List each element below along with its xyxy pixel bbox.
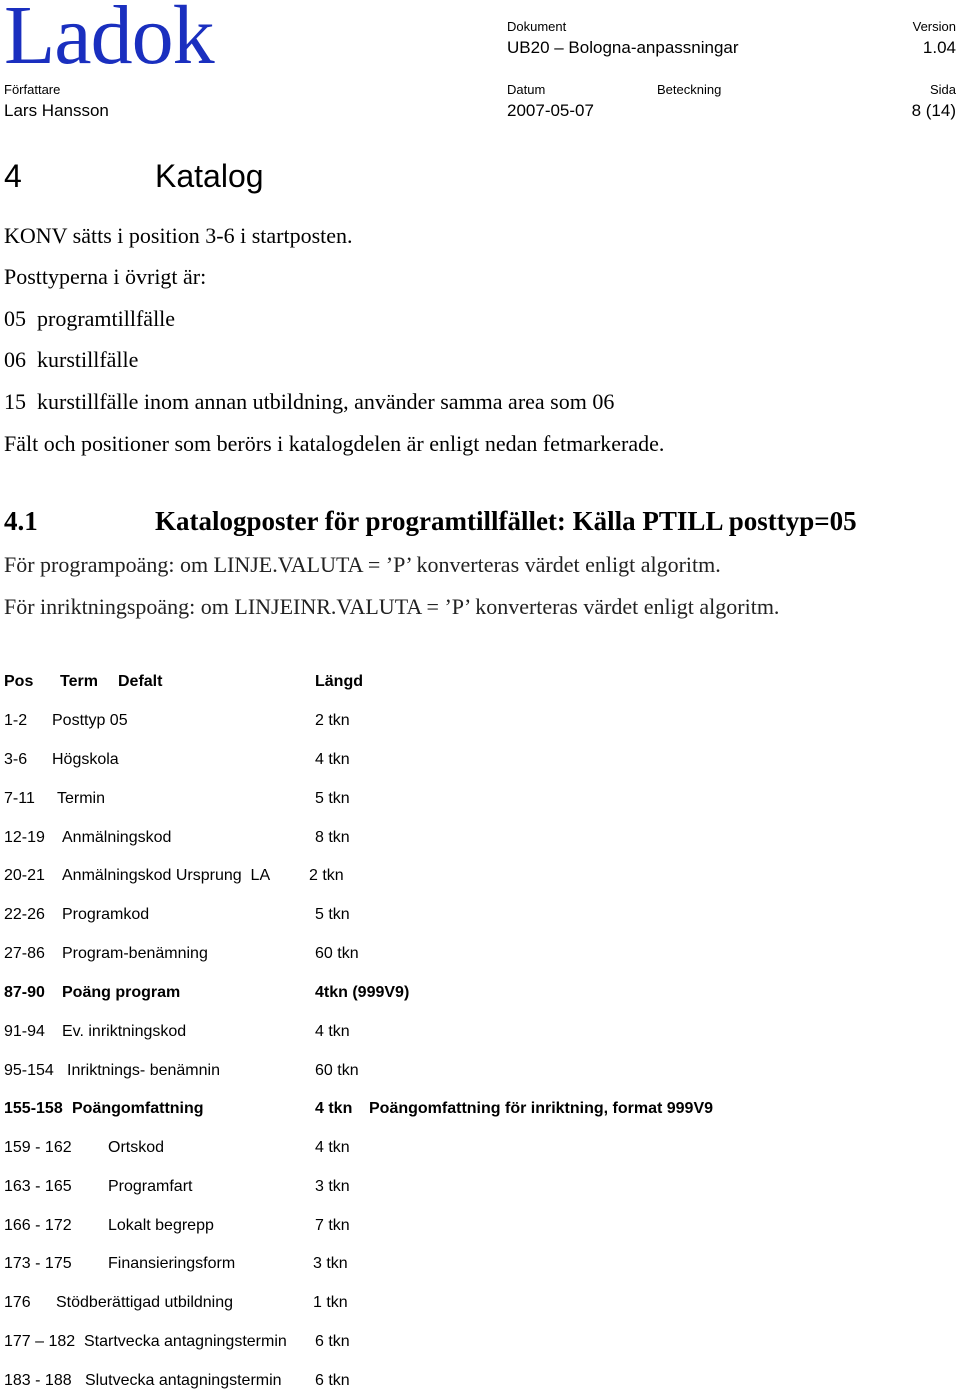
dokument-value: UB20 – Bologna-anpassningar bbox=[507, 38, 739, 57]
table-row-term: Lokalt begrepp bbox=[108, 1217, 214, 1234]
table-row-pos: 176 bbox=[4, 1294, 31, 1311]
table-row-langd: 2 tkn bbox=[309, 867, 344, 884]
table-row-langd: 8 tkn bbox=[315, 829, 350, 846]
table-row-pos: 177 – 182 bbox=[4, 1333, 76, 1350]
table-row-pos: 20-21 bbox=[4, 867, 45, 884]
table-row-langd: 4 tkn bbox=[315, 1023, 350, 1040]
table-row-term: Posttyp 05 bbox=[52, 712, 128, 729]
table-row-term: Programfart bbox=[108, 1178, 193, 1195]
section-paragraph: 06 kurstillfälle bbox=[4, 347, 139, 372]
table-row-pos: 163 - 165 bbox=[4, 1178, 72, 1195]
sida-value: 8 (14) bbox=[911, 101, 956, 120]
table-row-langd: 4 tkn bbox=[315, 1139, 350, 1156]
table-row-pos: 12-19 bbox=[4, 829, 45, 846]
section-paragraph: 15 kurstillfälle inom annan utbildning, använder samma area som 06 bbox=[4, 389, 615, 414]
table-row-term: Program-benämning bbox=[62, 945, 208, 962]
table-row-langd: 4 tkn bbox=[315, 751, 350, 768]
table-header-term: Term bbox=[60, 673, 98, 690]
table-row-pos: 95-154 bbox=[4, 1062, 54, 1079]
table-row-langd: 7 tkn bbox=[315, 1217, 350, 1234]
ladok-logo: Ladok bbox=[4, 0, 214, 82]
table-row-note: Poängomfattning för inriktning, format 999V9 bbox=[369, 1100, 714, 1117]
section-number: 4 bbox=[4, 158, 22, 194]
table-row-term: Poängomfattning bbox=[72, 1100, 204, 1117]
table-row-langd: 3 tkn bbox=[315, 1178, 350, 1195]
table-row-pos: 155-158 bbox=[4, 1100, 63, 1117]
subsection-number: 4.1 bbox=[4, 506, 38, 536]
section-paragraph: Fält och positioner som berörs i katalogdelen är enligt nedan fetmarkerade. bbox=[4, 431, 665, 456]
table-row-langd: 4tkn (999V9) bbox=[315, 984, 410, 1001]
datum-value: 2007-05-07 bbox=[507, 101, 594, 120]
table-row-term: Stödberättigad utbildning bbox=[56, 1294, 234, 1311]
table-row-pos: 27-86 bbox=[4, 945, 45, 962]
table-row-term: Ev. inriktningskod bbox=[62, 1023, 187, 1040]
section-paragraph: 05 programtillfälle bbox=[4, 306, 176, 331]
table-header-defalt: Defalt bbox=[118, 673, 163, 690]
table-row-langd: 60 tkn bbox=[315, 945, 359, 962]
table-row-term: Inriktnings- benämnin bbox=[67, 1062, 220, 1079]
table-row-term: Finansieringsform bbox=[108, 1255, 236, 1272]
datum-label: Datum bbox=[507, 82, 546, 97]
subsection-paragraph: För programpoäng: om LINJE.VALUTA = ’P’ konverteras värdet enligt algoritm. bbox=[4, 552, 721, 577]
table-row-term: Programkod bbox=[62, 906, 150, 923]
table-row-pos: 166 - 172 bbox=[4, 1217, 72, 1234]
version-value: 1.04 bbox=[922, 38, 956, 57]
beteckning-label: Beteckning bbox=[657, 82, 722, 97]
table-row-pos: 91-94 bbox=[4, 1023, 45, 1040]
forfattare-label: Författare bbox=[4, 82, 61, 97]
table-row-term: Anmälningskod bbox=[62, 829, 172, 846]
table-row-term: Startvecka antagningstermin bbox=[84, 1333, 287, 1350]
table-header-langd: Längd bbox=[315, 673, 363, 690]
table-row-langd: 3 tkn bbox=[313, 1255, 348, 1272]
section-paragraph: KONV sätts i position 3-6 i startposten. bbox=[4, 223, 353, 248]
table-row-langd: 4 tkn bbox=[315, 1100, 353, 1117]
table-row-pos: 159 - 162 bbox=[4, 1139, 72, 1156]
subsection-paragraph: För inriktningspoäng: om LINJEINR.VALUTA = ’P’ konverteras värdet enligt algoritm. bbox=[4, 594, 780, 619]
subsection-title: Katalogposter för programtillfället: Källa PTILL posttyp=05 bbox=[155, 506, 857, 536]
table-row-term: Högskola bbox=[52, 751, 119, 768]
table-row-langd: 5 tkn bbox=[315, 906, 350, 923]
table-row-langd: 60 tkn bbox=[315, 1062, 359, 1079]
section-title: Katalog bbox=[155, 158, 264, 194]
table-row-term: Slutvecka antagningstermin bbox=[85, 1372, 282, 1389]
table-row-langd: 1 tkn bbox=[313, 1294, 348, 1311]
forfattare-value: Lars Hansson bbox=[4, 101, 109, 120]
table-row-langd: 6 tkn bbox=[315, 1372, 350, 1389]
sida-label: Sida bbox=[929, 82, 956, 97]
dokument-label: Dokument bbox=[507, 19, 567, 34]
section-paragraph: Posttyperna i övrigt är: bbox=[4, 264, 207, 289]
table-row-pos: 1-2 bbox=[4, 712, 28, 729]
version-label: Version bbox=[912, 19, 956, 34]
table-row-term: Termin bbox=[57, 790, 106, 807]
table-row-pos: 87-90 bbox=[4, 984, 45, 1001]
table-row-pos: 183 - 188 bbox=[4, 1372, 72, 1389]
table-header-pos: Pos bbox=[4, 673, 34, 690]
table-row-term: Anmälningskod Ursprung LA bbox=[62, 867, 271, 884]
table-row-pos: 3-6 bbox=[4, 751, 28, 768]
table-row-term: Ortskod bbox=[108, 1139, 165, 1156]
table-row-term: Poäng program bbox=[62, 984, 181, 1001]
table-row-langd: 5 tkn bbox=[315, 790, 350, 807]
table-row-pos: 173 - 175 bbox=[4, 1255, 72, 1272]
table-row-langd: 2 tkn bbox=[315, 712, 350, 729]
table-row-pos: 22-26 bbox=[4, 906, 45, 923]
table-row-pos: 7-11 bbox=[4, 790, 35, 807]
table-row-langd: 6 tkn bbox=[315, 1333, 350, 1350]
